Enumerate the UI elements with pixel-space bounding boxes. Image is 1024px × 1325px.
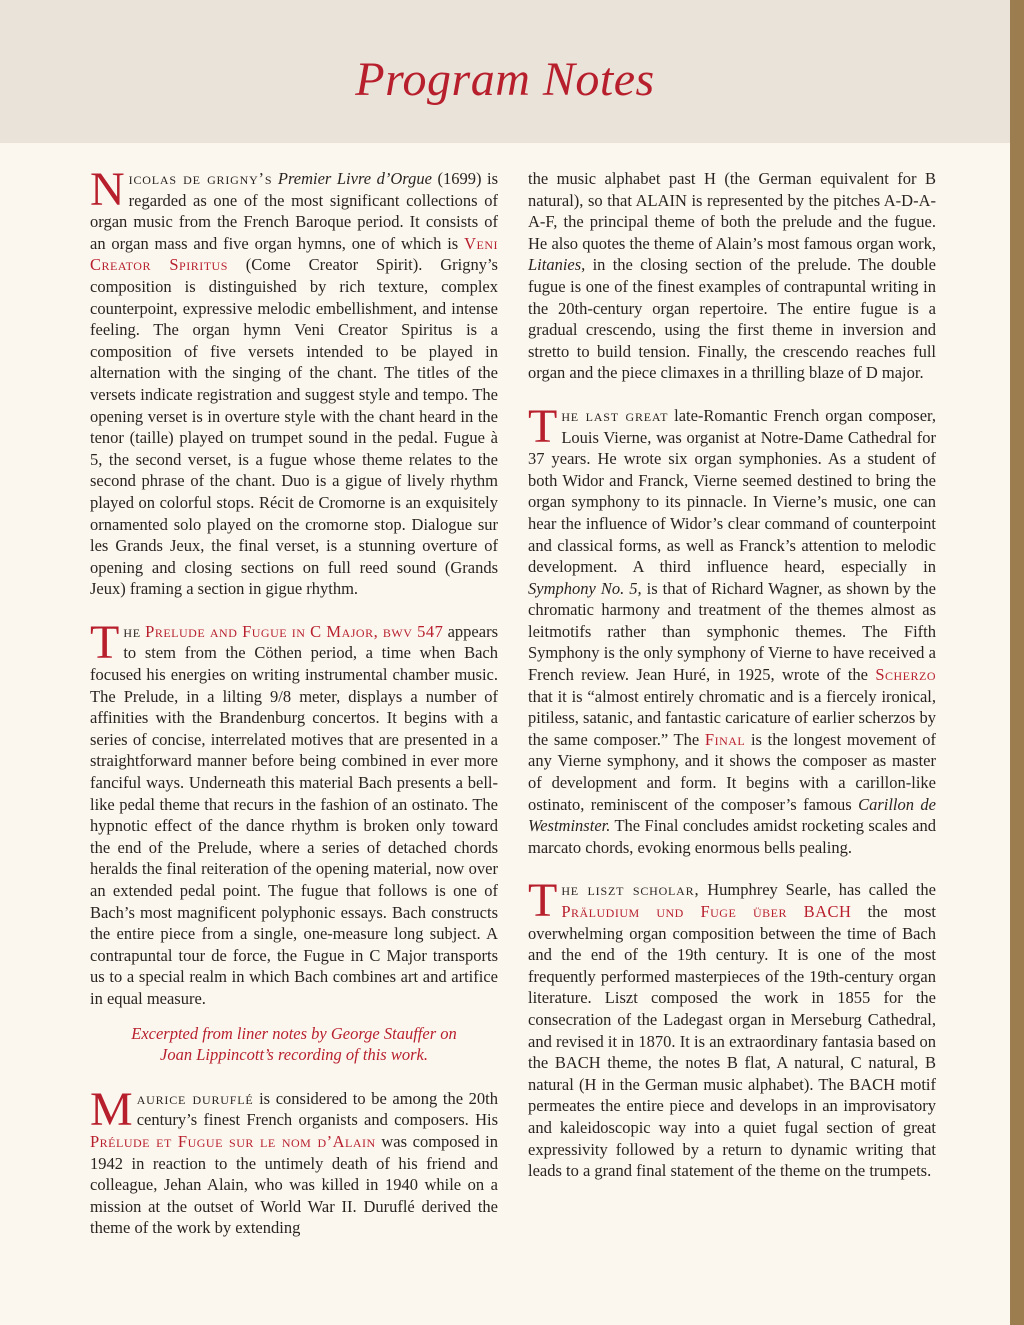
durufle-paragraph: Maurice duruflé is considered to be among the 20th century’s finest French organists and composers. His Prélude et Fugue sur le nom d’Alain was composed in 1942 in reaction to the untimely death of his friend and colleague, Jehan Alain, who was killed in 1940 while on a mission at the outset of World War II. Duruflé derived the theme of the work by extending — [90, 1082, 498, 1238]
piece-title: Veni Creator Spiritus — [90, 233, 498, 275]
piece-title: Scherzo — [875, 665, 936, 685]
durufle-continued-paragraph: the music alphabet past H (the German equivalent for B natural), so that ALAIN is represented by the pitches A-D-A-A-F, the principal theme of both the prelude and the fugue. He also quotes the theme of Alain’s most famous organ work, Litanies, in the closing section of the prelude. The double fugue is one of the finest examples of contrapuntal writing in the 20th-century organ repertoire. The entire fugue is a gradual crescendo, using the first theme in inversion and stretto to build tension. Finally, the crescendo reaches full organ and the piece climaxes in a thrilling blaze of D major. — [528, 169, 936, 383]
header-band — [0, 0, 1010, 143]
right-column — [528, 168, 936, 1203]
piece-title: Final — [704, 729, 746, 749]
drop-cap: T — [528, 399, 558, 453]
lead-in: he — [123, 621, 141, 641]
drop-cap: M — [90, 1082, 133, 1136]
liner-notes-credit: Excerpted from liner notes by George Stauffer on Joan Lippincott’s recording of this work. — [131, 1023, 457, 1065]
work-title: Litanies, — [528, 255, 586, 275]
page-title: Program Notes — [355, 53, 655, 106]
work-title: Symphony No. 5, — [528, 578, 642, 598]
work-title: Carillon de Westminster. — [528, 794, 936, 836]
lead-in: icolas de grigny’s — [128, 169, 273, 188]
lead-in: aurice duruflé — [136, 1088, 254, 1108]
piece-title: Prelude and Fugue in C Major, bwv 547 — [145, 621, 444, 641]
drop-cap: N — [90, 163, 125, 216]
side-rule — [1010, 0, 1024, 1325]
drop-cap: T — [90, 615, 120, 669]
bach-paragraph: The Prelude and Fugue in C Major, bwv 547 appears to stem from the Cöthen period, a time when Bach focused his energies on writing instrumental chamber music. The Prelude, in a lilting 9/8 meter, displays a number of affinities with the Brandenburg concertos. It begins with a series of concise, interrelated motives that are presented in a straightforward manner before being combined in ever more fanciful ways. Underneath this material Bach presents a bell-like pedal theme that recurs in the fashion of an ostinato. The hypnotic effect of the dance rhythm is broken only toward the end of the Prelude, where a series of detached chords heralds the final reiteration of the opening material, now over an extended pedal point. The fugue that follows is one of Bach’s most magnificent polyphonic essays. Bach constructs the entire piece from a single, one-measure long subject. A contrapuntal tour de force, the Fugue in C Major transports us to a special realm in which Bach combines art and artifice in equal measure. — [90, 615, 498, 1008]
grigny-paragraph: Nicolas de grigny’s Premier Livre d’Orgue (1699) is regarded as one of the most significant collections of organ music from the French Baroque period. It consists of an organ mass and five organ hymns, one of which is Veni Creator Spiritus (Come Creator Spirit). Grigny’s composition is distinguished by rich texture, complex counterpoint, expressive melodic embellishment, and intense feeling. The organ hymn Veni Creator Spiritus is a composition of five versets intended to be played in alternation with the singing of the chant. The titles of the versets indicate registration and suggest style and tempo. The opening verset is in overture style with the chant heard in the tenor (taille) played on trumpet sound in the pedal. Fugue à 5, the second verset, is a fugue whose theme relates to the second phrase of the chant. Duo is a gigue of lively rhythm played on colorful stops. Récit de Cromorne is an exquisitely ornamented solo played on the cromorne stop. Dialogue sur les Grands Jeux, the final verset, is a stunning overture of opening and closing sections on full reed sound (Grands Jeux) framing a section in gigue rhythm. — [90, 163, 498, 599]
lead-in: he liszt scholar, — [561, 880, 700, 900]
drop-cap: T — [528, 874, 558, 928]
left-column — [90, 163, 498, 1260]
liszt-paragraph: The liszt scholar, Humphrey Searle, has called the Präludium und Fuge über BACH the most overwhelming organ composition between the time of Bach and the end of the 19th century. It is one of the most frequently performed masterpieces of the 19th-century organ literature. Liszt composed the work in 1855 for the consecration of the Ladegast organ in Merseburg Cathedral, and revised it in 1870. It is an extraordinary fantasia based on the BACH theme, the notes B flat, A natural, C natural, B natural (H in the German music alphabet). The BACH motif permeates the entire piece and develops in an improvisatory and kaleidoscopic way into a quiet fugal section of great expressivity followed by a return to dynamic writing that leads to a grand final statement of the theme on the trumpets. — [528, 874, 936, 1181]
vierne-paragraph: The last great late-Romantic French organ composer, Louis Vierne, was organist at Notre-Dame Cathedral for 37 years. He wrote six organ symphonies. As a student of both Widor and Franck, Vierne seemed destined to bring the organ symphony to its pinnacle. In Vierne’s music, one can hear the influence of Widor’s clear command of counterpoint and classical forms, as well as Franck’s attention to melodic development. A third influence heard, especially in Symphony No. 5, is that of Richard Wagner, as shown by the chromatic harmony and treatment of the themes almost as leitmotifs rather than symphonic themes. The Fifth Symphony is the only symphony of Vierne to have received a French review. Jean Huré, in 1925, wrote of the Scherzo that it is “almost entirely chromatic and is a fiercely ironical, pitiless, satanic, and fantastic caricature of earlier scherzos by the same composer.” The Final is the longest movement of any Vierne symphony, and it shows the composer as master of development and form. It begins with a carillon-like ostinato, reminiscent of the composer’s famous Carillon de Westminster. The Final concludes amidst rocketing scales and marcato chords, evoking enormous bells pealing. — [528, 399, 936, 857]
piece-title: Prélude et Fugue sur le nom d’Alain — [90, 1131, 376, 1151]
work-title: Premier Livre d’Orgue — [277, 169, 432, 188]
lead-in: he last great — [561, 405, 669, 425]
piece-title: Präludium und Fuge über BACH — [561, 902, 852, 921]
